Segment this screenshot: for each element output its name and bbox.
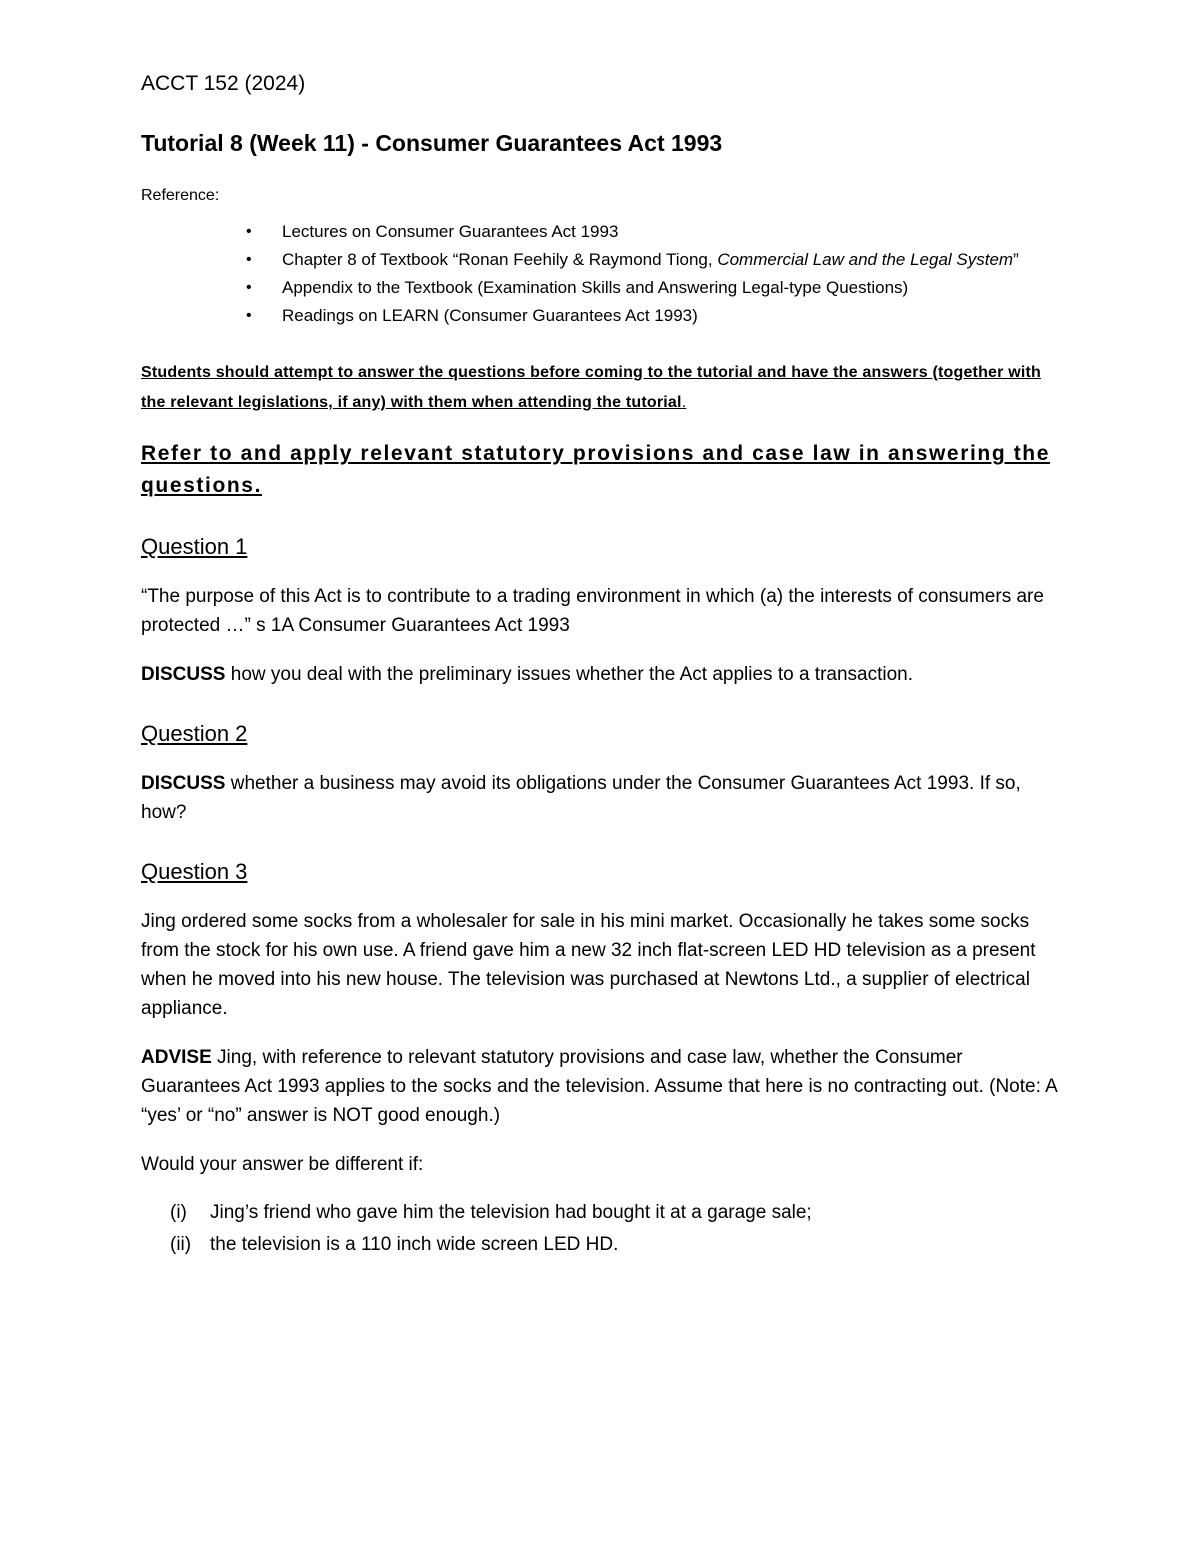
task-keyword: DISCUSS: [141, 773, 226, 794]
question-1-heading: Question 1: [141, 534, 248, 559]
task-text: whether a business may avoid its obligations under the Consumer Guarantees Act 1993. If so, how?: [141, 773, 1021, 823]
task-keyword: ADVISE: [141, 1047, 212, 1068]
list-marker: (i): [170, 1202, 187, 1223]
reference-item-text: Readings on LEARN (Consumer Guarantees Act 1993): [282, 306, 698, 325]
answering-instruction: Refer to and apply relevant statutory provisions and case law in answering the questions.: [141, 442, 1051, 497]
question-3-subitems: [141, 1197, 1060, 1261]
question-3-heading: Question 3: [141, 859, 248, 884]
question-1-quote: “The purpose of this Act is to contribute to a trading environment in which (a) the interests of consumers are protected …” s 1A Consumer Guarantees Act 1993: [141, 586, 1044, 636]
list-item: [170, 1229, 1060, 1261]
reference-item-text: Appendix to the Textbook (Examination Skills and Answering Legal-type Questions): [282, 278, 909, 297]
preparation-notice-period: .: [681, 394, 687, 411]
bullet-icon: •: [246, 223, 252, 240]
bullet-icon: •: [246, 307, 252, 324]
reference-label: Reference:: [141, 187, 220, 204]
question-2-task: [141, 769, 1060, 827]
question-2-heading: Question 2: [141, 721, 248, 746]
course-code: ACCT 152 (2024): [141, 72, 306, 95]
reference-item: [246, 302, 1060, 330]
reference-item-text-end: ”: [1013, 250, 1019, 269]
question-3-followup: Would your answer be different if:: [141, 1154, 424, 1175]
reference-item-text: Chapter 8 of Textbook “Ronan Feehily & Raymond Tiong,: [282, 250, 718, 269]
reference-item: [246, 246, 1060, 274]
bullet-icon: •: [246, 279, 252, 296]
reference-item-text: Lectures on Consumer Guarantees Act 1993: [282, 222, 619, 241]
reference-item: [246, 218, 1060, 246]
task-keyword: DISCUSS: [141, 664, 226, 685]
question-3-task: [141, 1043, 1060, 1130]
reference-list: [141, 218, 1060, 330]
preparation-notice: [141, 358, 1060, 418]
bullet-icon: •: [246, 251, 252, 268]
question-3-facts: Jing ordered some socks from a wholesaler for sale in his mini market. Occasionally he takes some socks from the stock for his own use. A friend gave him a new 32 inch flat-screen LED HD television as a present when he moved into his new house. The television was purchased at Newtons Ltd., a supplier of electrical appliance.: [141, 911, 1036, 1019]
reference-item: [246, 274, 1060, 302]
list-item-text: Jing’s friend who gave him the television had bought it at a garage sale;: [210, 1202, 812, 1223]
list-item: [170, 1197, 1060, 1229]
textbook-title: Commercial Law and the Legal System: [717, 250, 1014, 269]
list-item-text: the television is a 110 inch wide screen LED HD.: [210, 1234, 619, 1255]
task-text: Jing, with reference to relevant statutory provisions and case law, whether the Consumer Guarantees Act 1993 applies to the socks and the television. Assume that here is no contracting out. (Note: A “yes’ or “no” answer is NOT good enough.): [141, 1047, 1057, 1126]
question-1-task: [141, 660, 1060, 689]
preparation-notice-text: Students should attempt to answer the questions before coming to the tutorial and have the answers (together with the relevant legislations, if any) with them when attending the tutorial: [141, 364, 1042, 411]
task-text: how you deal with the preliminary issues whether the Act applies to a transaction.: [225, 664, 914, 685]
tutorial-title: Tutorial 8 (Week 11) - Consumer Guarantees Act 1993: [141, 130, 723, 156]
list-marker: (ii): [170, 1234, 192, 1255]
